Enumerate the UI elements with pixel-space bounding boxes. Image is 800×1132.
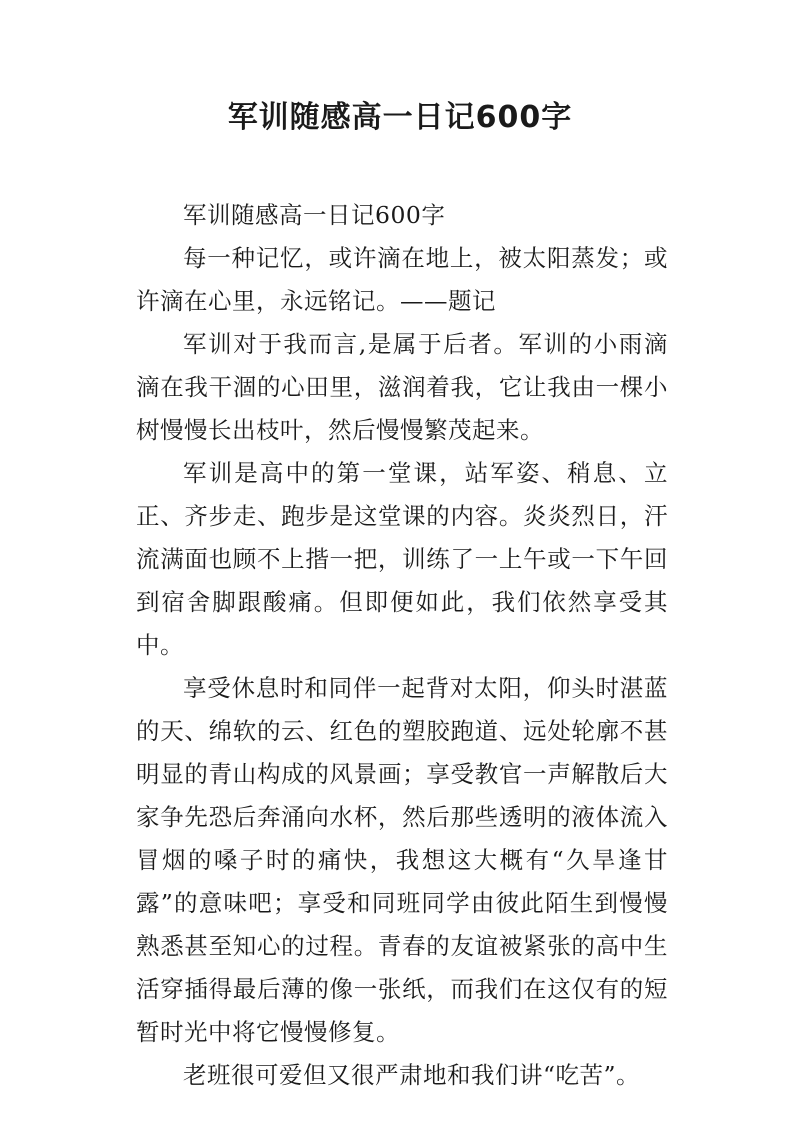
document-body <box>136 194 668 1097</box>
paragraph: 老班很可爱但又很严肃地和我们讲“吃苦”。 <box>183 1061 641 1089</box>
paragraph: 享受休息时和同伴一起背对太阳，仰头时湛蓝的天、绵软的云、红色的塑胶跑道、远处轮廓不甚明显的青山构成的风景画；享受教官一声解散后大家争先恐后奔涌向水杯，然后那些透明的液体流入冒烟的嗓子时的痛快，我想这大概有“久旱逢甘露”的意味吧；享受和同班同学由彼此陌生到慢慢熟悉甚至知心的过程。青春的友谊被紧张的高中生活穿插得最后薄的像一张纸，而我们在这仅有的短暂时光中将它慢慢修复。 <box>136 674 668 1046</box>
paragraph-subtitle: 军训随感高一日记600字 <box>183 201 446 229</box>
paragraph: 军训对于我而言,是属于后者。军训的小雨滴滴在我干涸的心田里，滋润着我，它让我由一棵小树慢慢长出枝叶，然后慢慢繁茂起来。 <box>136 330 668 444</box>
paragraph-epigraph: 每一种记忆，或许滴在地上，被太阳蒸发；或许滴在心里，永远铭记。——题记 <box>136 244 668 315</box>
document-title: 军训随感高一日记600字 <box>227 100 573 135</box>
paragraph: 军训是高中的第一堂课，站军姿、稍息、立正、齐步走、跑步是这堂课的内容。炎炎烈日，汗流满面也顾不上揩一把，训练了一上午或一下午回到宿舍脚跟酸痛。但即便如此，我们依然享受其中。 <box>136 459 668 659</box>
